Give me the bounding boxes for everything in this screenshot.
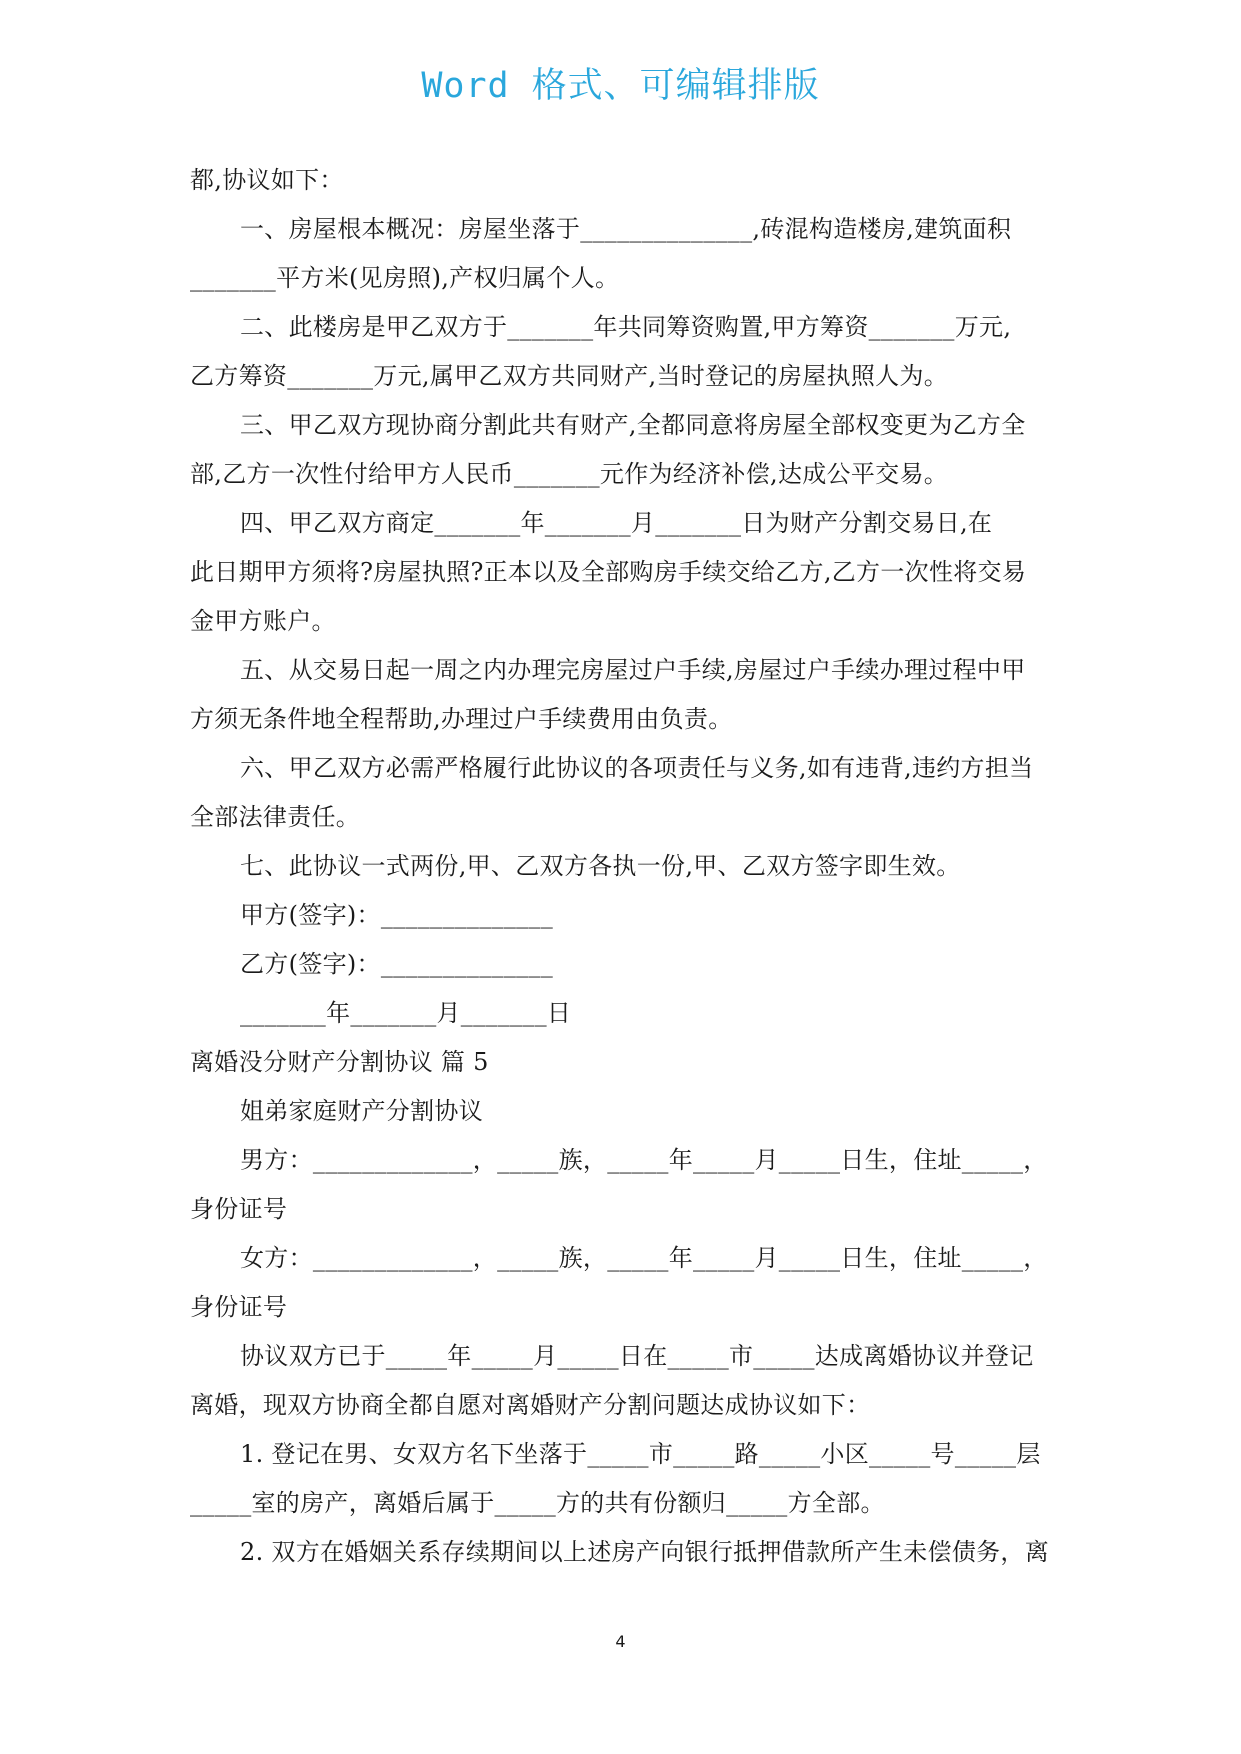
- paragraph-line: 六、甲乙双方必需严格履行此协议的各项责任与义务,如有违背,违约方担当: [240, 754, 1034, 782]
- paragraph-line: 方须无条件地全程帮助,办理过户手续费用由负责。: [190, 705, 733, 733]
- signature-line-party-b: 乙方(签字)：______________: [240, 950, 554, 978]
- paragraph-line: 金甲方账户。: [190, 607, 336, 635]
- paragraph-line: _______平方米(见房照),产权归属个人。: [190, 264, 620, 292]
- paragraph-line: 协议双方已于_____年_____月_____日在_____市_____达成离婚协议并登记: [240, 1342, 1034, 1370]
- paragraph-line: 此日期甲方须将?房屋执照?正本以及全部购房手续交给乙方,乙方一次性将交易: [190, 558, 1027, 586]
- paragraph-line: 1. 登记在男、女双方名下坐落于_____市_____路_____小区_____号_____层: [240, 1440, 1041, 1468]
- paragraph-line: 乙方筹资_______万元,属甲乙双方共同财产,当时登记的房屋执照人为。: [190, 362, 949, 390]
- date-line: _______年_______月_______日: [240, 999, 572, 1027]
- paragraph-line: _____室的房产，离婚后属于_____方的共有份额归_____方全部。: [190, 1489, 885, 1517]
- section-heading: 离婚没分财产分割协议 篇 5: [190, 1048, 489, 1076]
- paragraph-line: 五、从交易日起一周之内办理完房屋过户手续,房屋过户手续办理过程中甲: [240, 656, 1026, 684]
- paragraph-line: 2. 双方在婚姻关系存续期间以上述房产向银行抵押借款所产生未偿债务，离: [240, 1538, 1050, 1566]
- signature-line-party-a: 甲方(签字)：______________: [240, 901, 554, 929]
- paragraph-line: 四、甲乙双方商定_______年_______月_______日为财产分割交易日,在: [240, 509, 993, 537]
- paragraph-line: 男方：_____________，_____族，_____年_____月_____日生，住址_____，: [240, 1146, 1048, 1174]
- paragraph-line: 三、甲乙双方现协商分割此共有财产,全都同意将房屋全部权变更为乙方全: [240, 411, 1026, 439]
- agreement-title: 姐弟家庭财产分割协议: [240, 1097, 483, 1125]
- paragraph-line: 都,协议如下：: [190, 166, 344, 194]
- page-number: 4: [615, 1632, 626, 1651]
- paragraph-line: 一、房屋根本概况：房屋坐落于______________,砖混构造楼房,建筑面积: [240, 215, 1012, 243]
- paragraph-line: 身份证号: [190, 1293, 288, 1321]
- paragraph-line: 部,乙方一次性付给甲方人民币_______元作为经济补偿,达成公平交易。: [190, 460, 949, 488]
- paragraph-line: 身份证号: [190, 1195, 288, 1223]
- paragraph-line: 离婚，现双方协商全都自愿对离婚财产分割问题达成协议如下：: [190, 1391, 871, 1419]
- paragraph-line: 二、此楼房是甲乙双方于_______年共同筹资购置,甲方筹资_______万元,: [240, 313, 1012, 341]
- paragraph-line: 女方：_____________，_____族，_____年_____月_____日生，住址_____，: [240, 1244, 1048, 1272]
- paragraph-line: 全部法律责任。: [190, 803, 361, 831]
- paragraph-line: 七、此协议一式两份,甲、乙双方各执一份,甲、乙双方签字即生效。: [240, 852, 961, 880]
- document-body: [190, 156, 1052, 1577]
- header-title: Word 格式、可编辑排版: [421, 66, 820, 106]
